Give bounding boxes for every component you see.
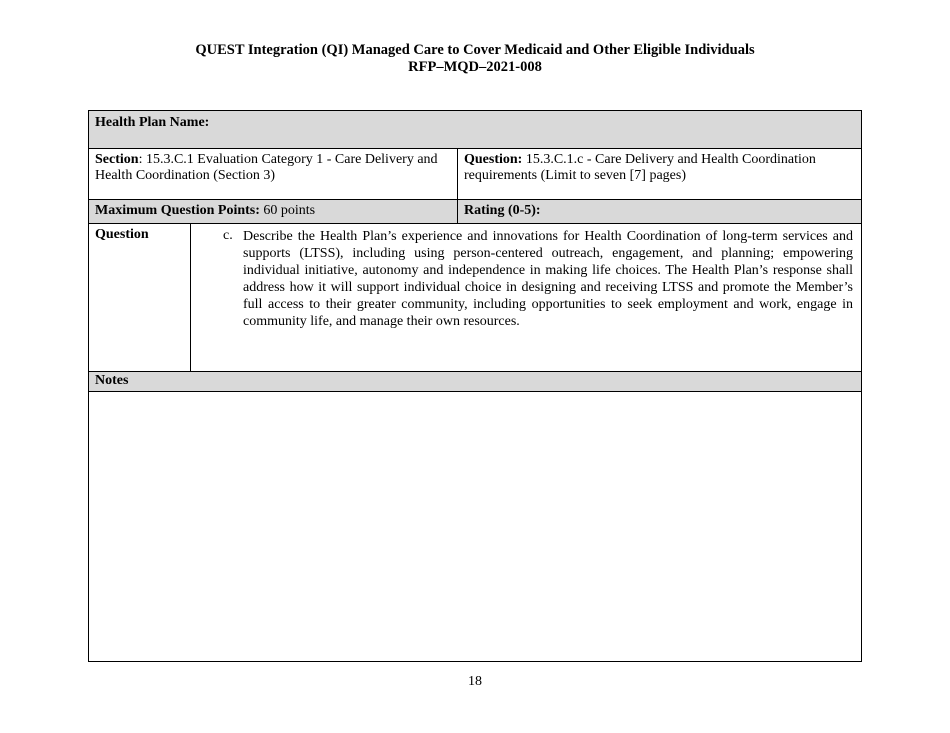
section-text: : 15.3.C.1 Evaluation Category 1 - Care Delivery and Health Coordination (Section 3) <box>95 152 438 183</box>
section-label: Section <box>95 152 139 167</box>
section-cell <box>89 149 458 199</box>
question-list-item <box>223 228 855 330</box>
evaluation-form-table <box>88 110 862 662</box>
rating-cell <box>458 200 861 223</box>
question-body-cell <box>191 224 861 371</box>
document-header <box>0 0 950 76</box>
points-rating-row <box>89 199 861 223</box>
header-title-line2: RFP–MQD–2021-008 <box>408 59 542 76</box>
max-points-cell <box>89 200 458 223</box>
max-points-label: Maximum Question Points: <box>95 203 260 218</box>
question-item-marker: c. <box>223 228 233 243</box>
question-header-text: 15.3.C.1.c - Care Delivery and Health Coordination requirements (Limit to seven [7] pages) <box>464 152 816 183</box>
notes-header-row <box>89 371 861 391</box>
question-item-text: Describe the Health Plan’s experience and innovations for Health Coordination of long-term services and supports (LTSS), including using person-centered outreach, engagement, and planning; empowering individual initiative, autonomy and independence in making life choices. The Health Plan’s response shall address how it will support individual choice in designing and receiving LTSS and promote the Member’s full access to their greater community, including opportunities to seek employment and work, engage in community life, and manage their own resources. <box>243 229 853 330</box>
health-plan-name-label: Health Plan Name: <box>95 115 210 130</box>
header-title-line1: QUEST Integration (QI) Managed Care to Cover Medicaid and Other Eligible Individuals <box>195 42 755 58</box>
page-number: 18 <box>468 674 482 689</box>
question-header-cell <box>458 149 861 199</box>
question-row <box>89 223 861 371</box>
notes-blank-area <box>89 391 861 661</box>
question-row-label: Question <box>95 227 149 242</box>
rating-label: Rating (0-5): <box>464 203 541 218</box>
health-plan-name-row <box>89 111 861 148</box>
question-header-label: Question: <box>464 152 523 167</box>
max-points-value: 60 points <box>259 203 316 218</box>
question-label-cell <box>89 224 191 371</box>
notes-label: Notes <box>95 373 129 388</box>
section-question-row <box>89 148 861 199</box>
